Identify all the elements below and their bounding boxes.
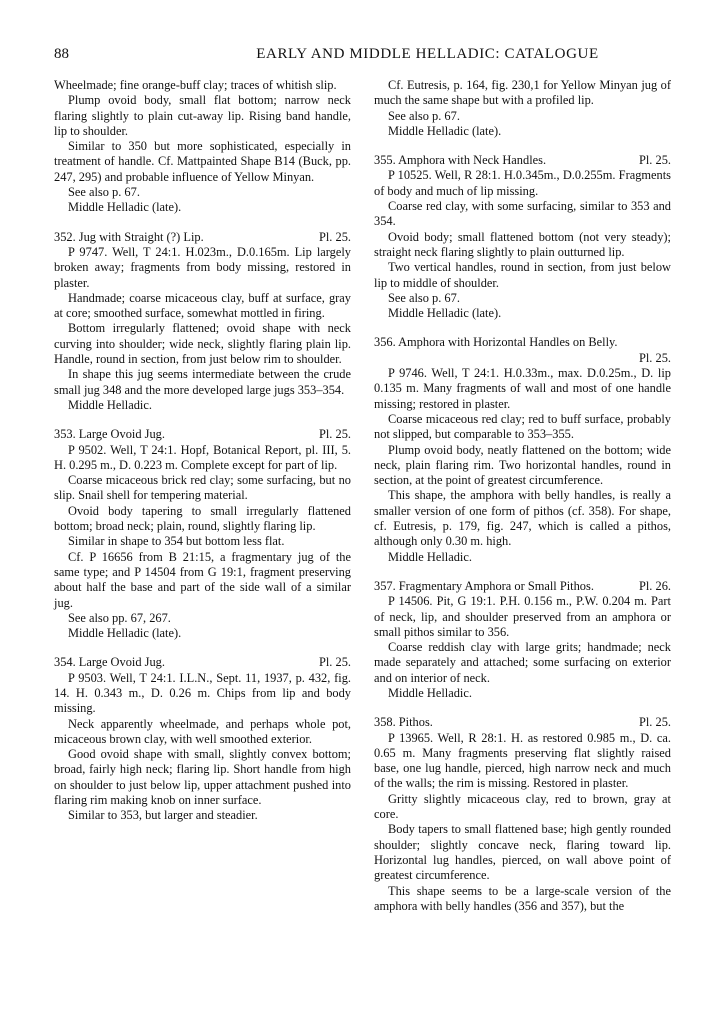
entry-paragraph: Neck apparently wheelmade, and perhaps whole pot, micaceous brown clay, with well smoothed exterior. xyxy=(54,716,351,746)
entry-heading xyxy=(54,230,351,245)
entry-paragraph: Similar in shape to 354 but bottom less flat. xyxy=(68,534,285,549)
entry-paragraph: In shape this jug seems intermediate between the crude small jug 348 and the more developed large jugs 353–354. xyxy=(54,367,351,397)
right-column xyxy=(374,78,671,914)
catalogue-entry-353 xyxy=(54,427,351,641)
entry-title: 356. Amphora with Horizontal Handles on Belly. xyxy=(374,335,618,350)
entry-paragraph: See also pp. 67, 267. xyxy=(68,610,171,625)
entry-heading xyxy=(54,655,351,670)
plate-reference: Pl. 25. xyxy=(318,229,351,244)
entry-paragraph: Plump ovoid body, neatly flattened on the bottom; wide neck, plain flaring rim. Two horizontal handles, round in section, at the point of greatest circumference. xyxy=(374,442,671,488)
entry-paragraph: Ovoid body; small flattened bottom (not very steady); straight neck flaring slightly to plain outturned lip. xyxy=(374,229,671,259)
entry-paragraph: Middle Helladic (late). xyxy=(388,123,502,138)
entry-paragraph: Cf. P 16656 from B 21:15, a fragmentary jug of the same type; and P 14504 from G 19:1, fragment preserving about half the base and part of the side wall of a similar jug. xyxy=(54,549,351,610)
entry-paragraph: Middle Helladic (late). xyxy=(68,200,182,215)
entry-351-continuation xyxy=(54,78,351,216)
entry-title: 355. Amphora with Neck Handles. xyxy=(374,153,547,168)
entry-title: 357. Fragmentary Amphora or Small Pithos. xyxy=(374,578,594,593)
entry-paragraph: Good ovoid shape with small, slightly convex bottom; broad, fairly high neck; flaring lip. Short handle from high on shoulder to just below lip, upper attachment pushed into flaring rim making knob on inner surface. xyxy=(54,747,351,808)
entry-paragraph: P 14506. Pit, G 19:1. P.H. 0.156 m., P.W. 0.204 m. Part of neck, lip, and shoulder preserved from an amphora or small pithos similar to 356. xyxy=(374,594,671,639)
entry-paragraph: See also p. 67. xyxy=(68,185,140,200)
entry-paragraph: This shape seems to be a large-scale version of the amphora with belly handles (356 and 357), but the xyxy=(374,883,671,913)
catalogue-entry-356 xyxy=(374,335,671,564)
entry-paragraph: Similar to 353, but larger and steadier. xyxy=(68,808,258,823)
entry-paragraph: Middle Helladic. xyxy=(68,397,152,412)
entry-heading xyxy=(374,715,671,730)
entry-paragraph: Middle Helladic. xyxy=(388,685,472,700)
page-number: 88 xyxy=(54,46,69,62)
entry-paragraph: P 9503. Well, T 24:1. I.L.N., Sept. 11, 1937, p. 432, fig. 14. H. 0.343 m., D. 0.26 m. Chips from lip and body missing. xyxy=(54,670,351,716)
entry-paragraph: This shape, the amphora with belly handles, is really a smaller version of one form of pithos (cf. 358). For shape, cf. Eutresis, p. 179, fig. 247, which is called a pithos, although only 0.30 m. high. xyxy=(374,488,671,549)
plate-reference: Pl. 25. xyxy=(318,655,351,670)
catalogue-entry-358 xyxy=(374,715,671,914)
plate-reference: Pl. 25. xyxy=(638,715,671,730)
entry-paragraph: P 9747. Well, T 24:1. H.023m., D.0.165m. Lip largely broken away; fragments from body missing, restored in plaster. xyxy=(54,244,351,290)
entry-paragraph: Middle Helladic (late). xyxy=(388,306,502,321)
entry-paragraph: Wheelmade; fine orange-buff clay; traces of whitish slip. xyxy=(54,78,337,92)
plate-reference: Pl. 26. xyxy=(638,578,671,593)
entry-title: 352. Jug with Straight (?) Lip. xyxy=(54,229,204,244)
plate-reference: Pl. 25. xyxy=(638,153,671,168)
plate-reference: Pl. 25. xyxy=(638,350,671,365)
running-header xyxy=(54,46,671,68)
catalogue-entry-357 xyxy=(374,579,671,701)
entry-paragraph: Plump ovoid body, small flat bottom; narrow neck flaring slightly to plain cut-away lip. Rising band handle, lip to shoulder. xyxy=(54,93,351,138)
entry-title: 353. Large Ovoid Jug. xyxy=(54,427,165,442)
entry-paragraph: See also p. 67. xyxy=(388,290,460,305)
entry-heading xyxy=(54,427,351,442)
entry-title: 354. Large Ovoid Jug. xyxy=(54,655,165,670)
entry-paragraph: Middle Helladic (late). xyxy=(68,626,182,641)
plate-reference: Pl. 25. xyxy=(318,427,351,442)
entry-paragraph: Bottom irregularly flattened; ovoid shape with neck curving into shoulder; wide neck, slightly flaring plain lip. Handle, round in section, from just below rim to shoulder. xyxy=(54,321,351,367)
entry-paragraph: Coarse red clay, with some surfacing, similar to 353 and 354. xyxy=(374,199,671,229)
catalogue-entry-355 xyxy=(374,153,671,321)
left-column xyxy=(54,78,351,824)
entry-paragraph: P 10525. Well, R 28:1. H.0.345m., D.0.255m. Fragments of body and much of lip missing. xyxy=(374,168,671,198)
entry-paragraph: Handmade; coarse micaceous clay, buff at surface, gray at core; smoothed surface, somewhat mottled in firing. xyxy=(54,290,351,321)
entry-paragraph: P 9746. Well, T 24:1. H.0.33m., max. D.0.25m., D. lip 0.135 m. Many fragments of wall and most of one handle missing; restored in plaster. xyxy=(374,366,671,411)
entry-354-continuation xyxy=(374,78,671,139)
entry-heading xyxy=(374,153,671,168)
entry-paragraph: Gritty slightly micaceous clay, red to brown, gray at core. xyxy=(374,791,671,822)
entry-heading xyxy=(374,335,671,366)
entry-paragraph: Coarse micaceous red clay; red to buff surface, probably not slipped, but comparable to 353–355. xyxy=(374,411,671,442)
entry-paragraph: Ovoid body tapering to small irregularly flattened bottom; broad neck; plain, round, slightly flaring lip. xyxy=(54,503,351,534)
catalogue-entry-354 xyxy=(54,655,351,823)
entry-heading xyxy=(374,579,671,594)
entry-paragraph: Middle Helladic. xyxy=(388,549,472,564)
entry-paragraph: Coarse reddish clay with large grits; handmade; neck made separately and attached; some surfacing on exterior and on interior of neck. xyxy=(374,640,671,685)
entry-paragraph: P 13965. Well, R 28:1. H. as restored 0.985 m., D. ca. 0.65 m. Many fragments preserving flat slightly raised base, one lug handle, pierced, high narrow neck and much of the walls; the rim is missing. Restored in plaster. xyxy=(374,730,671,791)
entry-paragraph: Similar to 350 but more sophisticated, especially in treatment of handle. Cf. Mattpainted Shape B14 (Buck, pp. 247, 295) and probable influence of Yellow Minyan. xyxy=(54,139,351,184)
entry-paragraph: P 9502. Well, T 24:1. Hopf, Botanical Report, pl. III, 5. H. 0.295 m., D. 0.223 m. Complete except for part of lip. xyxy=(54,442,351,472)
entry-title: 358. Pithos. xyxy=(374,715,433,730)
running-head-title: EARLY AND MIDDLE HELLADIC: CATALOGUE xyxy=(256,46,599,62)
entry-paragraph: See also p. 67. xyxy=(388,108,460,123)
entry-paragraph: Coarse micaceous brick red clay; some surfacing, but no slip. Snail shell for tempering material. xyxy=(54,473,351,503)
entry-paragraph: Cf. Eutresis, p. 164, fig. 230,1 for Yellow Minyan jug of much the same shape but with a profiled lip. xyxy=(374,78,671,108)
entry-paragraph: Body tapers to small flattened base; high gently rounded shoulder; slightly concave neck, flaring toward lip. Horizontal lug handles, pierced, on wall above point of greatest circumference. xyxy=(374,822,671,883)
entry-paragraph: Two vertical handles, round in section, from just below lip to middle of shoulder. xyxy=(374,260,671,290)
catalogue-entry-352 xyxy=(54,230,351,414)
